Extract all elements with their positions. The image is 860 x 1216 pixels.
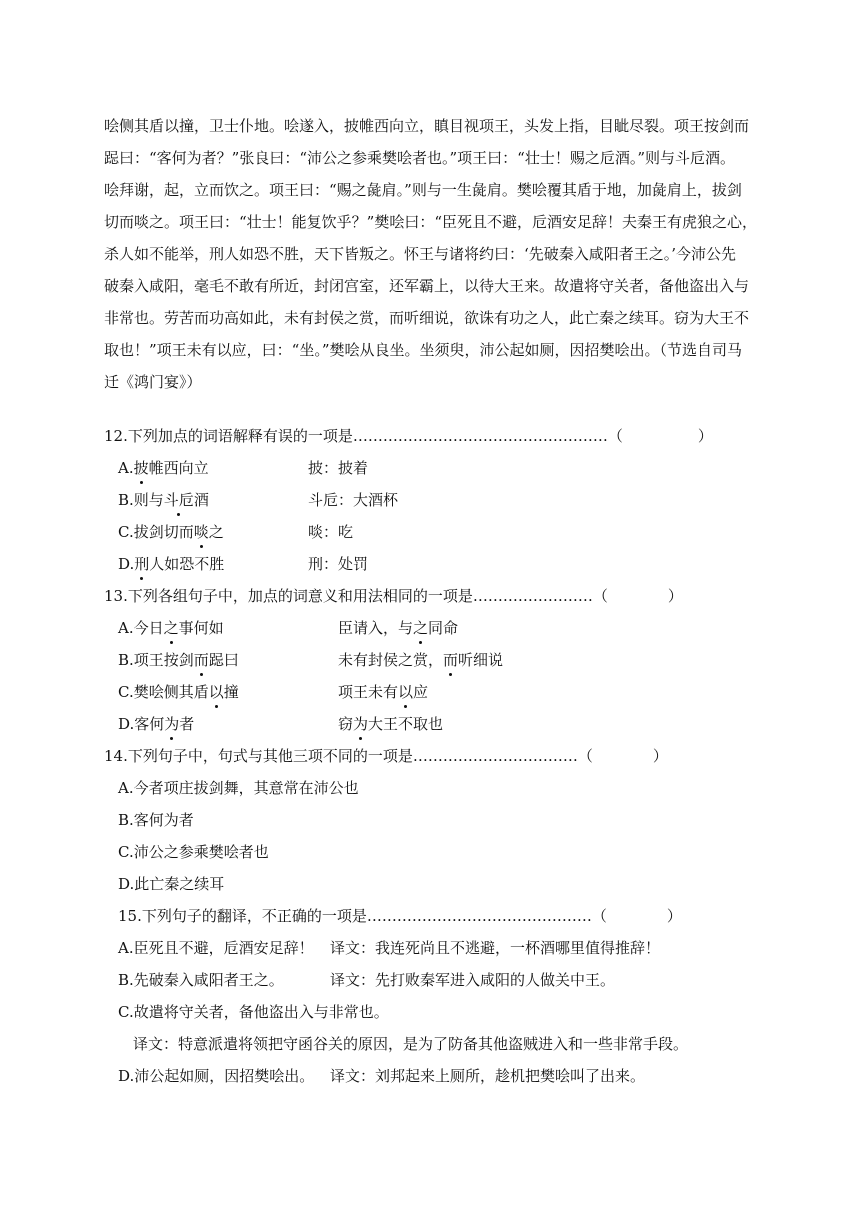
q15-translation-b: 译文：先打败秦军进入咸阳的人做关中王。 xyxy=(330,971,616,989)
emphasis-mark: 以 xyxy=(208,683,224,701)
q12-option-a: A.披帷西向立 xyxy=(118,459,209,477)
q12-option-d: D.刑人如恐不胜 xyxy=(118,555,225,573)
q12-option-c: C.拔剑切而啖之 xyxy=(118,523,224,541)
passage-line: 迁《鸿门宴》） xyxy=(104,373,202,391)
q15-translation-a: 译文：我连死尚且不逃避，一杯酒哪里值得推辞！ xyxy=(330,939,661,957)
q13-option-a-left: A.今日之事何如 xyxy=(118,619,224,637)
emphasis-mark: 为 xyxy=(164,715,180,733)
passage-line: 哙侧其盾以撞，卫士仆地。哙遂入，披帷西向立，瞋目视项王，头发上指，目眦尽裂。项王按剑而 xyxy=(104,117,750,135)
emphasis-mark: 刑 xyxy=(134,555,150,573)
q13-option-b-right: 未有封侯之赏，而听细说 xyxy=(338,651,504,669)
question-12-stem: 12.下列加点的词语解释有误的一项是……………………………………………（ ） xyxy=(104,427,713,445)
q12-option-b: B.则与斗卮酒 xyxy=(118,491,209,509)
question-15-stem: 15.下列句子的翻译，不正确的一项是………………………………………（ ） xyxy=(118,907,682,925)
emphasis-mark: 之 xyxy=(413,619,429,637)
passage-line: 杀人如不能举，刑人如恐不胜，天下皆叛之。怀王与诸将约曰：‘先破秦入咸阳者王之。’今沛公先 xyxy=(104,245,737,263)
passage-line: 切而啖之。项王曰：“壮士！能复饮乎？”樊哙曰：“臣死且不避，卮酒安足辞！夫秦王有虎狼之心， xyxy=(104,213,758,231)
q13-option-c-right: 项王未有以应 xyxy=(338,683,429,701)
emphasis-mark: 以 xyxy=(398,683,414,701)
passage-line: 跽曰：“客何为者？”张良曰：“沛公之参乘樊哙者也。”项王曰：“壮士！赐之卮酒。”则与斗卮酒。 xyxy=(104,149,736,167)
emphasis-mark: 啖 xyxy=(193,523,209,541)
emphasis-mark: 披 xyxy=(133,459,149,477)
passage-line: 取也！”项王未有以应，曰：“坐。”樊哙从良坐。坐须臾，沛公起如厕，因招樊哙出。（节选自司马 xyxy=(104,341,743,359)
q13-option-a-right: 臣请入，与之同命 xyxy=(338,619,459,637)
emphasis-mark: 之 xyxy=(163,619,179,637)
emphasis-mark: 而 xyxy=(443,651,459,669)
question-13-stem: 13.下列各组句子中，加点的词意义和用法相同的一项是……………………（ ） xyxy=(104,587,683,605)
emphasis-mark: 为 xyxy=(353,715,369,733)
passage-line: 破秦入咸阳，毫毛不敢有所近，封闭宫室，还军霸上，以待大王来。故遣将守关者，备他盗出入与 xyxy=(104,277,750,295)
q13-option-d-left: D.客何为者 xyxy=(118,715,195,733)
passage-line: 非常也。劳苦而功高如此，未有封侯之赏，而听细说，欲诛有功之人，此亡秦之续耳。窃为大王不 xyxy=(104,309,750,327)
q13-option-b-left: B.项王按剑而跽曰 xyxy=(118,651,239,669)
q14-option-a: A.今者项庄拔剑舞，其意常在沛公也 xyxy=(118,779,359,797)
q12-gloss-c: 啖：吃 xyxy=(308,523,354,541)
q12-gloss-d: 刑：处罚 xyxy=(308,555,369,573)
q15-option-d: D.沛公起如厕，因招樊哙出。 xyxy=(118,1067,315,1085)
q14-option-c: C.沛公之参乘樊哙者也 xyxy=(118,843,269,861)
q12-gloss-b: 斗卮：大酒杯 xyxy=(308,491,399,509)
q15-option-b: B.先破秦入咸阳者王之。 xyxy=(118,971,284,989)
question-14-stem: 14.下列句子中，句式与其他三项不同的一项是……………………………（ ） xyxy=(104,747,668,765)
q13-option-d-right: 窃为大王不取也 xyxy=(338,715,444,733)
q12-gloss-a: 披：披着 xyxy=(308,459,369,477)
emphasis-mark: 斗卮 xyxy=(163,491,194,509)
q13-option-c-left: C.樊哙侧其盾以撞 xyxy=(118,683,239,701)
q15-translation-c: 译文：特意派遣将领把守函谷关的原因，是为了防备其他盗贼进入和一些非常手段。 xyxy=(133,1035,689,1053)
q14-option-d: D.此亡秦之续耳 xyxy=(118,875,225,893)
q15-option-a: A.臣死且不避，卮酒安足辞！ xyxy=(118,939,314,957)
passage-line: 哙拜谢，起，立而饮之。项王曰：“赐之彘肩。”则与一生彘肩。樊哙覆其盾于地，加彘肩上，拔剑 xyxy=(104,181,742,199)
emphasis-mark: 而 xyxy=(193,651,209,669)
q14-option-b: B.客何为者 xyxy=(118,811,194,829)
passage xyxy=(104,110,794,398)
q15-translation-d: 译文：刘邦起来上厕所，趁机把樊哙叫了出来。 xyxy=(330,1067,646,1085)
q15-option-c: C.故遣将守关者，备他盗出入与非常也。 xyxy=(118,1003,389,1021)
